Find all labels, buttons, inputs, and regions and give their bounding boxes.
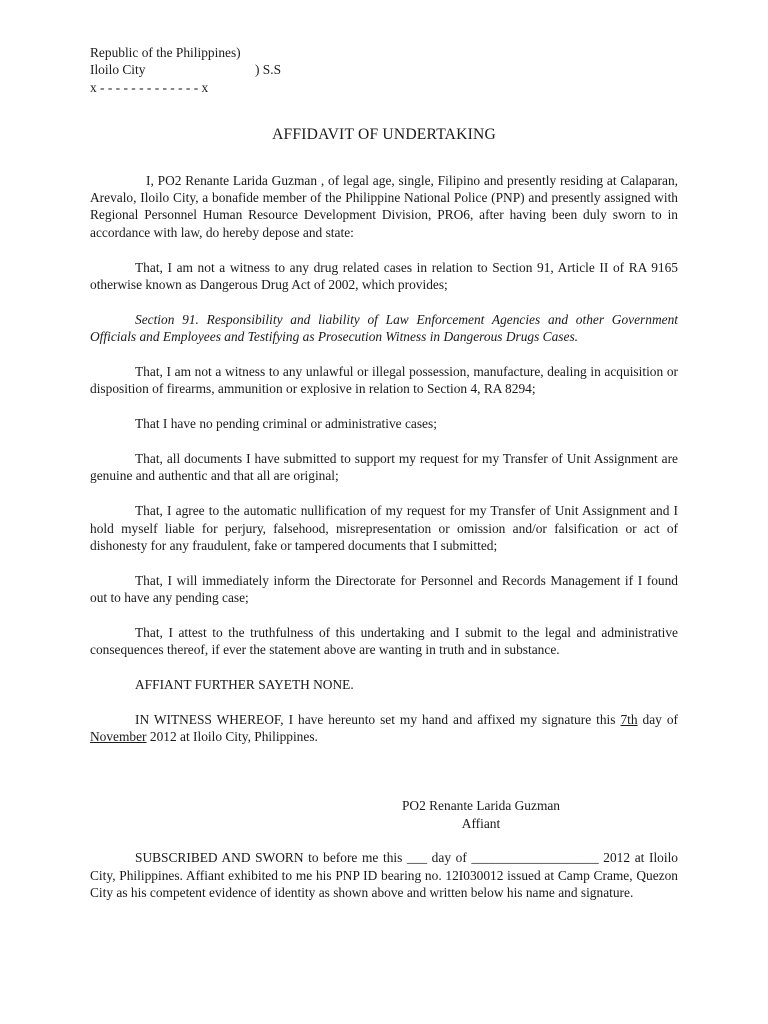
venue-ss: ) S.S	[255, 62, 282, 78]
paragraph-documents-genuine: That, all documents I have submitted to support my request for my Transfer of Unit Assignment are genuine and authentic and that all are original;	[90, 451, 678, 484]
paragraph-section-91: Section 91. Responsibility and liability of Law Enforcement Agencies and other Government Officials and Employees and Testifying as Prosecution Witness in Dangerous Drugs Cases.	[90, 311, 678, 345]
affiant-role: Affiant	[461, 815, 501, 831]
venue-country: Republic of the Philippines)	[90, 45, 241, 60]
paragraph-drug-cases: That, I am not a witness to any drug related cases in relation to Section 91, Article II of RA 9165 otherwise known as Dangerous Drug Act of 2002, which provides;	[90, 259, 678, 292]
paragraph-sayeth-none: AFFIANT FURTHER SAYETH NONE.	[135, 677, 354, 693]
signature-block	[390, 797, 572, 832]
affiant-name: PO2 Renante Larida Guzman	[401, 798, 561, 814]
affidavit-page	[90, 44, 678, 919]
venue-divider: x - - - - - - - - - - - - - x	[90, 79, 209, 95]
venue-block	[90, 44, 678, 96]
witness-text-1: IN WITNESS WHEREOF, I have hereunto set my hand and affixed my signature this	[135, 712, 621, 728]
witness-text-2: day of	[637, 712, 678, 728]
signature-spacer	[90, 763, 678, 797]
witness-day: 7th	[620, 712, 638, 728]
document-title: AFFIDAVIT OF UNDERTAKING	[272, 126, 496, 144]
witness-text-3: 2012 at Iloilo City, Philippines.	[146, 729, 318, 745]
paragraph-in-witness	[90, 711, 678, 746]
paragraph-intro: I, PO2 Renante Larida Guzman , of legal age, single, Filipino and presently residing at Calaparan, Arevalo, Iloilo City, a bonafide member of the Philippine National Police (PNP) and presently assigned with Regional Personnel Human Resource Development Division, PRO6, after having been duly sworn to in accordance with law, do hereby depose and state:	[90, 172, 678, 240]
witness-month: November	[90, 729, 147, 745]
paragraph-attest: That, I attest to the truthfulness of this undertaking and I submit to the legal and administrative consequences thereof, if ever the statement above are wanting in truth and in substance.	[90, 625, 678, 658]
paragraph-nullification: That, I agree to the automatic nullification of my request for my Transfer of Unit Assignment and I hold myself liable for perjury, falsehood, misrepresentation or omission and/or falsification or act of dishonesty for any fraudulent, fake or tampered documents that I submitted;	[90, 503, 678, 554]
paragraph-jurat: SUBSCRIBED AND SWORN to before me this ___ day of ___________________ 2012 at Iloilo City, Philippines. Affiant exhibited to me his PNP ID bearing no. 12I030012 issued at Camp Crame, Quezon City as his competent evidence of identity as shown above and written below his name and signature.	[90, 850, 678, 901]
venue-city-line	[90, 61, 678, 78]
paragraph-no-pending-cases: That I have no pending criminal or administrative cases;	[135, 416, 437, 432]
paragraph-firearms: That, I am not a witness to any unlawful or illegal possession, manufacture, dealing in acquisition or disposition of firearms, ammunition or explosive in relation to Section 4, RA 8294;	[90, 364, 678, 397]
paragraph-inform-directorate: That, I will immediately inform the Directorate for Personnel and Records Management if I found out to have any pending case;	[90, 572, 678, 606]
venue-city: Iloilo City	[90, 62, 146, 78]
